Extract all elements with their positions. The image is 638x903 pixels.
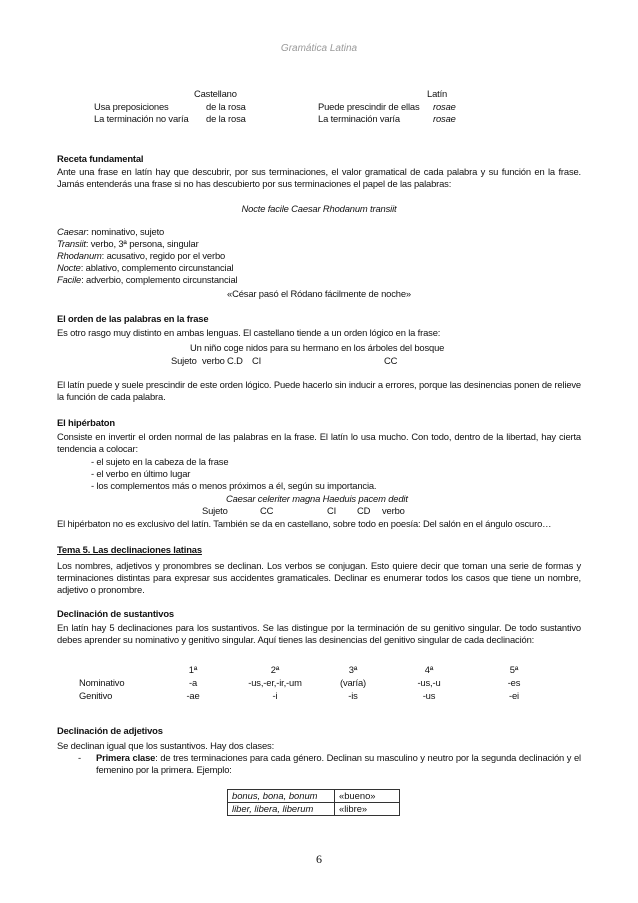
orden-label-cd: C.D	[227, 355, 243, 366]
example-table	[227, 789, 400, 816]
hiperbaton-label-cd: CD	[357, 505, 371, 516]
tema-title: Tema 5. Las declinaciones latinas	[57, 544, 202, 555]
decl-row-label-nominativo: Nominativo	[79, 677, 125, 688]
decl-cell: -a	[188, 677, 198, 688]
hiperbaton-paragraph-1: Consiste en invertir el orden normal de las palabras en la frase. El latín lo usa mucho. Con todo, dentro de la libertad, hay cierta tendencia a colocar:	[57, 431, 581, 454]
orden-title: El orden de las palabras en la frase	[57, 313, 209, 324]
table-cell: «libre»	[335, 803, 400, 816]
analysis-word: Rhodanum	[57, 250, 102, 261]
decl-cell: -is	[348, 690, 358, 701]
table-row	[228, 803, 400, 816]
decl-cell: -ae	[186, 690, 200, 701]
adjetivos-title: Declinación de adjetivos	[57, 725, 163, 736]
analysis-line	[57, 226, 164, 238]
analysis-word: Caesar	[57, 226, 87, 237]
orden-label-ci: CI	[252, 355, 262, 366]
compare-row2-b: de la rosa	[206, 113, 246, 124]
decl-col-2: 2ª	[270, 664, 280, 675]
hiperbaton-label-cc: CC	[260, 505, 274, 516]
decl-col-4: 4ª	[424, 664, 434, 675]
orden-sentence: Un niño coge nidos para su hermano en los árboles del bosque	[190, 342, 445, 353]
compare-row1-b: de la rosa	[206, 101, 246, 112]
decl-cell: (varía)	[339, 677, 367, 688]
orden-paragraph-1: Es otro rasgo muy distinto en ambas lenguas. El castellano tiende a un orden lógico en la frase:	[57, 327, 441, 338]
decl-cell: -us,-er,-ir,-um	[248, 677, 302, 688]
list-dash: -	[78, 752, 81, 763]
decl-col-3: 3ª	[348, 664, 358, 675]
hiperbaton-paragraph-2: El hipérbaton no es exclusivo del latín. También se da en castellano, sobre todo en poesía: Del salón en el ángulo oscuro…	[57, 518, 552, 529]
hiperbaton-item: - los complementos más o menos próximos a él, según su importancia.	[91, 480, 377, 491]
analysis-line	[57, 238, 199, 250]
compare-row2-d: rosae	[433, 113, 456, 124]
adjetivos-item-text: : de tres terminaciones para cada género. Declinan su masculino y neutro por la segunda declinación y el femenino por la primera. Ejemplo:	[96, 752, 581, 775]
table-row	[228, 790, 400, 803]
latin-heading: Latín	[427, 88, 448, 99]
analysis-line	[57, 274, 237, 286]
receta-paragraph: Ante una frase en latín hay que descubrir, por sus terminaciones, el valor gramatical de cada palabra y su función en la frase. Jamás entenderás una frase si no has descubierto por sus terminaciones el papel de las palabras:	[57, 166, 581, 189]
adjetivos-item-bold: Primera clase	[96, 752, 156, 763]
castellano-heading: Castellano	[194, 88, 237, 99]
compare-row1-a: Usa preposiciones	[94, 101, 169, 112]
hiperbaton-label-ci: CI	[327, 505, 337, 516]
receta-example: Nocte facile Caesar Rhodanum transiit	[241, 203, 397, 214]
analysis-text: : nominativo, sujeto	[86, 226, 165, 237]
hiperbaton-item: - el sujeto en la cabeza de la frase	[91, 456, 229, 467]
orden-paragraph-2: El latín puede y suele prescindir de este orden lógico. Puede hacerlo sin inducir a errores, porque las desinencias ponen de relieve la función de cada palabra.	[57, 379, 581, 402]
table-cell: liber, libera, liberum	[228, 803, 335, 816]
decl-col-5: 5ª	[509, 664, 519, 675]
analysis-text: : ablativo, complemento circunstancial	[80, 262, 234, 273]
sustantivos-title: Declinación de sustantivos	[57, 608, 174, 619]
analysis-word: Nocte	[57, 262, 81, 273]
orden-label-cc: CC	[384, 355, 398, 366]
decl-cell: -us	[422, 690, 436, 701]
page-number: 6	[316, 852, 322, 866]
receta-translation: «César pasó el Ródano fácilmente de noche»	[227, 288, 411, 299]
decl-cell: -es	[507, 677, 521, 688]
table-cell: bonus, bona, bonum	[228, 790, 335, 803]
compare-row1-d: rosae	[433, 101, 456, 112]
analysis-word: Facile	[57, 274, 82, 285]
analysis-word: Transiit	[57, 238, 86, 249]
orden-label-verbo: verbo	[202, 355, 225, 366]
compare-row2-c: La terminación varía	[318, 113, 400, 124]
tema-paragraph: Los nombres, adjetivos y pronombres se declinan. Los verbos se conjugan. Esto quiere decir que toman una serie de formas y terminaciones distintas para expresar sus accidentes gramaticales. Declinar es enumerar todos los casos que tiene un nombre, adjetivo o pronombre.	[57, 560, 581, 595]
hiperbaton-item: - el verbo en último lugar	[91, 468, 191, 479]
decl-cell: -i	[272, 690, 278, 701]
analysis-line	[57, 262, 233, 274]
sustantivos-paragraph: En latín hay 5 declinaciones para los sustantivos. Se las distingue por la terminación de su genitivo singular. De todo sustantivo debes aprender su nominativo y genitivo singular. Aquí tienes las desinencias del genitivo singular de cada declinación:	[57, 622, 581, 645]
hiperbaton-label-verbo: verbo	[382, 505, 405, 516]
analysis-line	[57, 250, 225, 262]
hiperbaton-example: Caesar celeriter magna Haeduis pacem dedit	[226, 493, 408, 504]
analysis-text: : adverbio, complemento circunstancial	[81, 274, 238, 285]
hiperbaton-title: El hipérbaton	[57, 417, 115, 428]
decl-cell: -ei	[509, 690, 519, 701]
analysis-text: : verbo, 3ª persona, singular	[85, 238, 199, 249]
hiperbaton-label-sujeto: Sujeto	[202, 505, 228, 516]
adjetivos-paragraph: Se declinan igual que los sustantivos. Hay dos clases:	[57, 740, 275, 751]
decl-col-1: 1ª	[188, 664, 198, 675]
orden-label-sujeto: Sujeto	[171, 355, 197, 366]
analysis-text: : acusativo, regido por el verbo	[101, 250, 226, 261]
running-header: Gramática Latina	[280, 43, 358, 54]
decl-row-label-genitivo: Genitivo	[79, 690, 113, 701]
compare-row1-c: Puede prescindir de ellas	[318, 101, 420, 112]
compare-row2-a: La terminación no varía	[94, 113, 189, 124]
receta-title: Receta fundamental	[57, 153, 144, 164]
decl-cell: -us,-u	[417, 677, 441, 688]
adjetivos-item	[96, 752, 581, 776]
table-cell: «bueno»	[335, 790, 400, 803]
